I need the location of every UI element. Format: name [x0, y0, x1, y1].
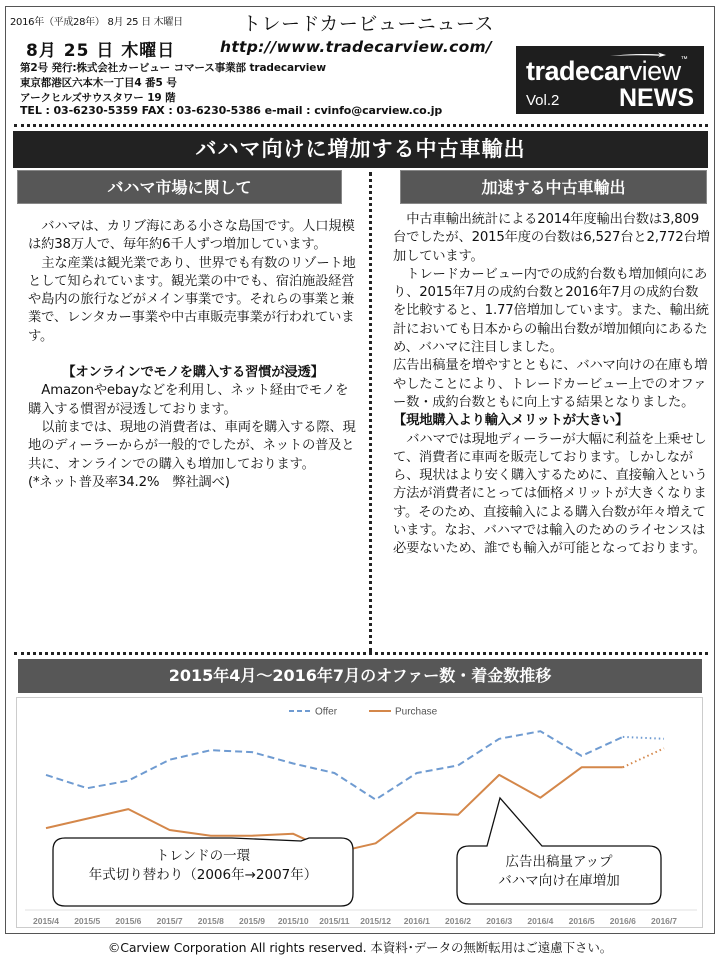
right-subheading: 【現地購入より輸入メリットが大きい】: [393, 413, 629, 429]
main-headline: バハマ向けに増加する中古車輸出: [13, 131, 708, 168]
series-line-offer: [46, 731, 623, 799]
x-tick-label: 2015/6: [115, 916, 142, 926]
left-paragraph: バハマは、カリブ海にある小さな島国です。人口規模は約38万人で、毎年約6千人ずつ増加しています。: [28, 219, 355, 253]
website-link[interactable]: http://www.tradecarview.com/: [220, 38, 492, 56]
x-tick-label: 2016/2: [445, 916, 471, 926]
series-projection-purchase: [623, 748, 664, 767]
x-tick-label: 2016/3: [486, 916, 513, 926]
logo-volume: Vol.2: [526, 92, 560, 109]
logo-brand-bold: tradecar: [526, 56, 629, 86]
address-line-1: 東京都港区六本木一丁目4 番5 号: [20, 77, 177, 89]
left-paragraph: 以前までは、現地の消費者は、車両を購入する際、現地のディーラーからが一般的でしたが、ネットの普及と共に、オンラインでの購入も増加しております。: [28, 419, 356, 472]
chart-divider: [14, 652, 708, 655]
chart-legend: [289, 707, 438, 718]
x-tick-label: 2015/12: [360, 916, 391, 926]
x-tick-label: 2015/7: [156, 916, 183, 926]
header-divider: [14, 124, 708, 127]
callout-text: 年式切り替わり（2006年→2007年）: [88, 867, 318, 883]
right-paragraph: バハマでは現地ディーラーが大幅に利益を上乗せして、消費者に車両を販売しております。しかしながら、現状はより安く購入するために、直接輸入という方法が消費者にとっては価格メリットが大きくなります。そのため、直接輸入による購入台数が年々増えています。なお、バハマでは輸入のためのライセンスは必要ないため、誰でも輸入が可能となっております。: [393, 431, 708, 557]
x-axis: [25, 910, 697, 926]
series-projection-offer: [623, 737, 664, 739]
logo-news: NEWS: [619, 84, 694, 112]
callout-text: 広告出稿量アップ: [505, 854, 613, 870]
x-tick-label: 2016/4: [527, 916, 554, 926]
right-paragraph: 広告出稿量を増やすとともに、バハマ向けの在庫も増やしたことにより、トレードカービュー上でのオファー数・成約台数ともに向上する結果となりました。: [393, 358, 708, 410]
x-tick-label: 2016/7: [651, 916, 677, 926]
contact-line: TEL : 03-6230-5359 FAX : 03-6230-5386 e-mail : cvinfo@carview.co.jp: [20, 104, 443, 117]
left-note: (*ネット普及率34.2% 弊社調べ): [28, 474, 230, 490]
line-chart: [17, 698, 704, 929]
legend-label-purchase: Purchase: [395, 706, 438, 718]
left-paragraph: Amazonやebayなどを利用し、ネット経由でモノを購入する慣習が浸透しております。: [28, 383, 349, 417]
left-section-heading: バハマ市場に関して: [17, 170, 342, 204]
x-tick-label: 2016/1: [403, 916, 430, 926]
right-paragraph: 中古車輸出統計による2014年度輸出台数は3,809台でしたが、2015年度の台数は6,527台と2,772台増加しています。: [393, 212, 710, 264]
right-column-article: [393, 211, 711, 559]
logo-brand-thin: view: [628, 56, 681, 86]
callout-text: トレンドの一環: [155, 848, 251, 864]
header-date-large: 8月 25 日 木曜日: [26, 41, 176, 61]
x-tick-label: 2015/9: [239, 916, 265, 926]
x-tick-label: 2015/8: [197, 916, 224, 926]
right-paragraph: トレードカービュー内での成約台数も増加傾向にあり、2015年7月の成約台数と2016年7月の成約台数を比較すると、1.77倍増加しています。また、輸出統計においても日本からの輸出台数が増加傾向にあるため、バハマに注目しました。: [393, 266, 709, 356]
issue-publisher-line: 第2号 発行:株式会社カービュー コマース事業部 tradecarview: [20, 62, 326, 74]
address-line-2: アークヒルズサウスタワー 19 階: [20, 92, 176, 104]
copyright-footer: ©Carview Corporation All rights reserved. 本資料･データの無断転用はご遠慮下さい。: [107, 940, 613, 955]
left-column-article: [28, 218, 358, 492]
x-tick-label: 2015/11: [319, 916, 350, 926]
x-tick-label: 2016/6: [609, 916, 636, 926]
chart-title-banner: 2015年4月～2016年7月のオファー数・着金数推移: [18, 659, 702, 693]
tradecarview-news-logo: [516, 46, 704, 114]
legend-label-offer: Offer: [315, 706, 338, 718]
callout-text: バハマ向け在庫増加: [498, 873, 620, 889]
column-divider: [369, 172, 372, 652]
chart-container: [16, 697, 703, 928]
logo-trademark: ™: [680, 56, 688, 63]
left-subheading: 【オンラインでモノを購入する習慣が浸透】: [62, 365, 324, 381]
header-date-small: 2016年（平成28年） 8月 25 日 木曜日: [10, 17, 183, 28]
x-tick-label: 2015/10: [277, 916, 309, 926]
x-tick-label: 2015/4: [33, 916, 59, 926]
x-tick-label: 2016/5: [568, 916, 595, 926]
newsletter-title: トレードカービューニュース: [242, 13, 494, 35]
right-section-heading: 加速する中古車輸出: [400, 170, 707, 204]
left-paragraph: 主な産業は観光業であり、世界でも有数のリゾート地として知られています。観光業の中でも、宿泊施設経営や島内の旅行などがメイン事業です。それらの事業と兼業で、レンタカー事業や中古車販売事業が行われています。: [28, 255, 356, 344]
logo-brand: [526, 56, 687, 87]
x-tick-label: 2015/5: [74, 916, 101, 926]
